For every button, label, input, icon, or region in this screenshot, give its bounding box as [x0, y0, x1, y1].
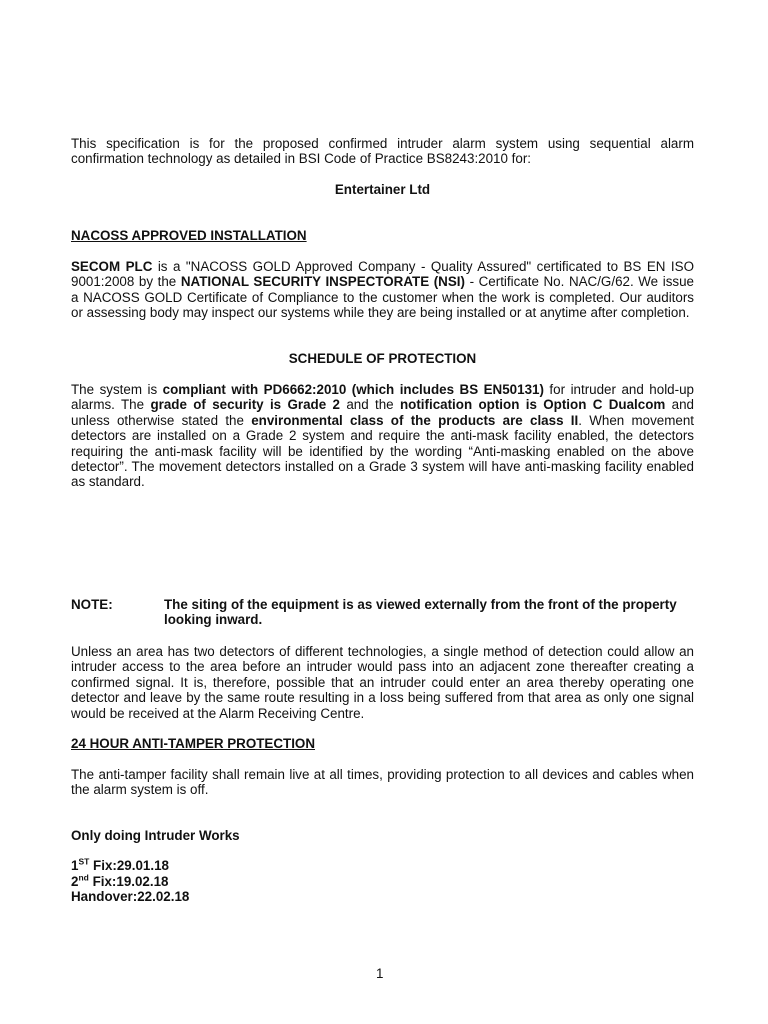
first-fix-date [71, 858, 169, 873]
security-grade: grade of security is Grade 2 [150, 397, 340, 413]
schedule-text-3: and the [339, 397, 400, 413]
compliance-statement: compliant with PD6662:2010 (which includes BS EN50131) [162, 382, 544, 397]
second-fix-suffix: nd [78, 872, 89, 883]
note-label: NOTE: [71, 597, 113, 612]
first-fix-suffix: ST [78, 856, 90, 867]
schedule-heading: SCHEDULE OF PROTECTION [288, 351, 477, 366]
second-fix-date [71, 874, 169, 889]
client-name: Entertainer Ltd [334, 182, 431, 197]
nacoss-heading: NACOSS APPROVED INSTALLATION [71, 228, 307, 243]
second-fix-text: Fix:19.02.18 [88, 874, 169, 889]
tamper-paragraph: The anti-tamper facility shall remain live at all times, providing protection to all devices and cables when the alarm system is off. [71, 767, 694, 798]
handover-date: Handover:22.02.18 [71, 889, 190, 904]
schedule-text-1: The system is [71, 382, 163, 397]
inspectorate-name: NATIONAL SECURITY INSPECTORATE (NSI) [180, 274, 465, 290]
schedule-text-5: . When movement detectors are installed on a Grade 2 system and require the anti-mask facility enabled, the detectors requiring the anti-mask facility will be identified by the wording “Anti-masking enabled on the above detector”. The movement detectors installed on a Grade 3 system will have anti-masking facility enabled as standard. [71, 412, 695, 490]
schedule-text-4: and unless otherwise stated the [71, 397, 695, 428]
first-fix-text: Fix:29.01.18 [89, 858, 169, 873]
intro-paragraph: This specification is for the proposed confirmed intruder alarm system using sequential alarm confirmation technology as detailed in BSI Code of Practice BS8243:2010 for: [71, 136, 694, 167]
note-text: The siting of the equipment is as viewed externally from the front of the property looking inward. [164, 597, 677, 628]
page-number: 1 [376, 966, 384, 981]
second-fix-number: 2 [71, 874, 79, 889]
detection-paragraph: Unless an area has two detectors of different technologies, a single method of detection could allow an intruder access to the area before an intruder would pass into an adjacent zone thereafter creating a confirmed signal. It is, therefore, possible that an intruder could enter an area thereby operating one detector and leave by the same route resulting in a loss being suffered from that area as only one signal would be received at the Alarm Receiving Centre. [71, 644, 694, 721]
environmental-class: environmental class of the products are class II [251, 412, 579, 428]
works-title: Only doing Intruder Works [71, 828, 240, 843]
nacoss-text-2: - Certificate No. NAC/G/62. We issue a NACOSS GOLD Certificate of Compliance to the customer when the work is completed. Our auditors or assessing body may inspect our systems while they are being installed or at anytime after completion. [71, 274, 694, 321]
first-fix-number: 1 [71, 858, 79, 873]
nacoss-text-1: is a "NACOSS GOLD Approved Company - Quality Assured" certificated to BS EN ISO 9001:2008 by the [71, 259, 694, 290]
tamper-heading: 24 HOUR ANTI-TAMPER PROTECTION [71, 736, 316, 751]
notification-option: notification option is Option C Dualcom [399, 397, 666, 413]
schedule-paragraph [71, 382, 694, 490]
company-name: SECOM PLC [71, 259, 153, 274]
nacoss-paragraph [71, 259, 694, 321]
schedule-text-2: for intruder and hold-up alarms. The [71, 382, 694, 413]
